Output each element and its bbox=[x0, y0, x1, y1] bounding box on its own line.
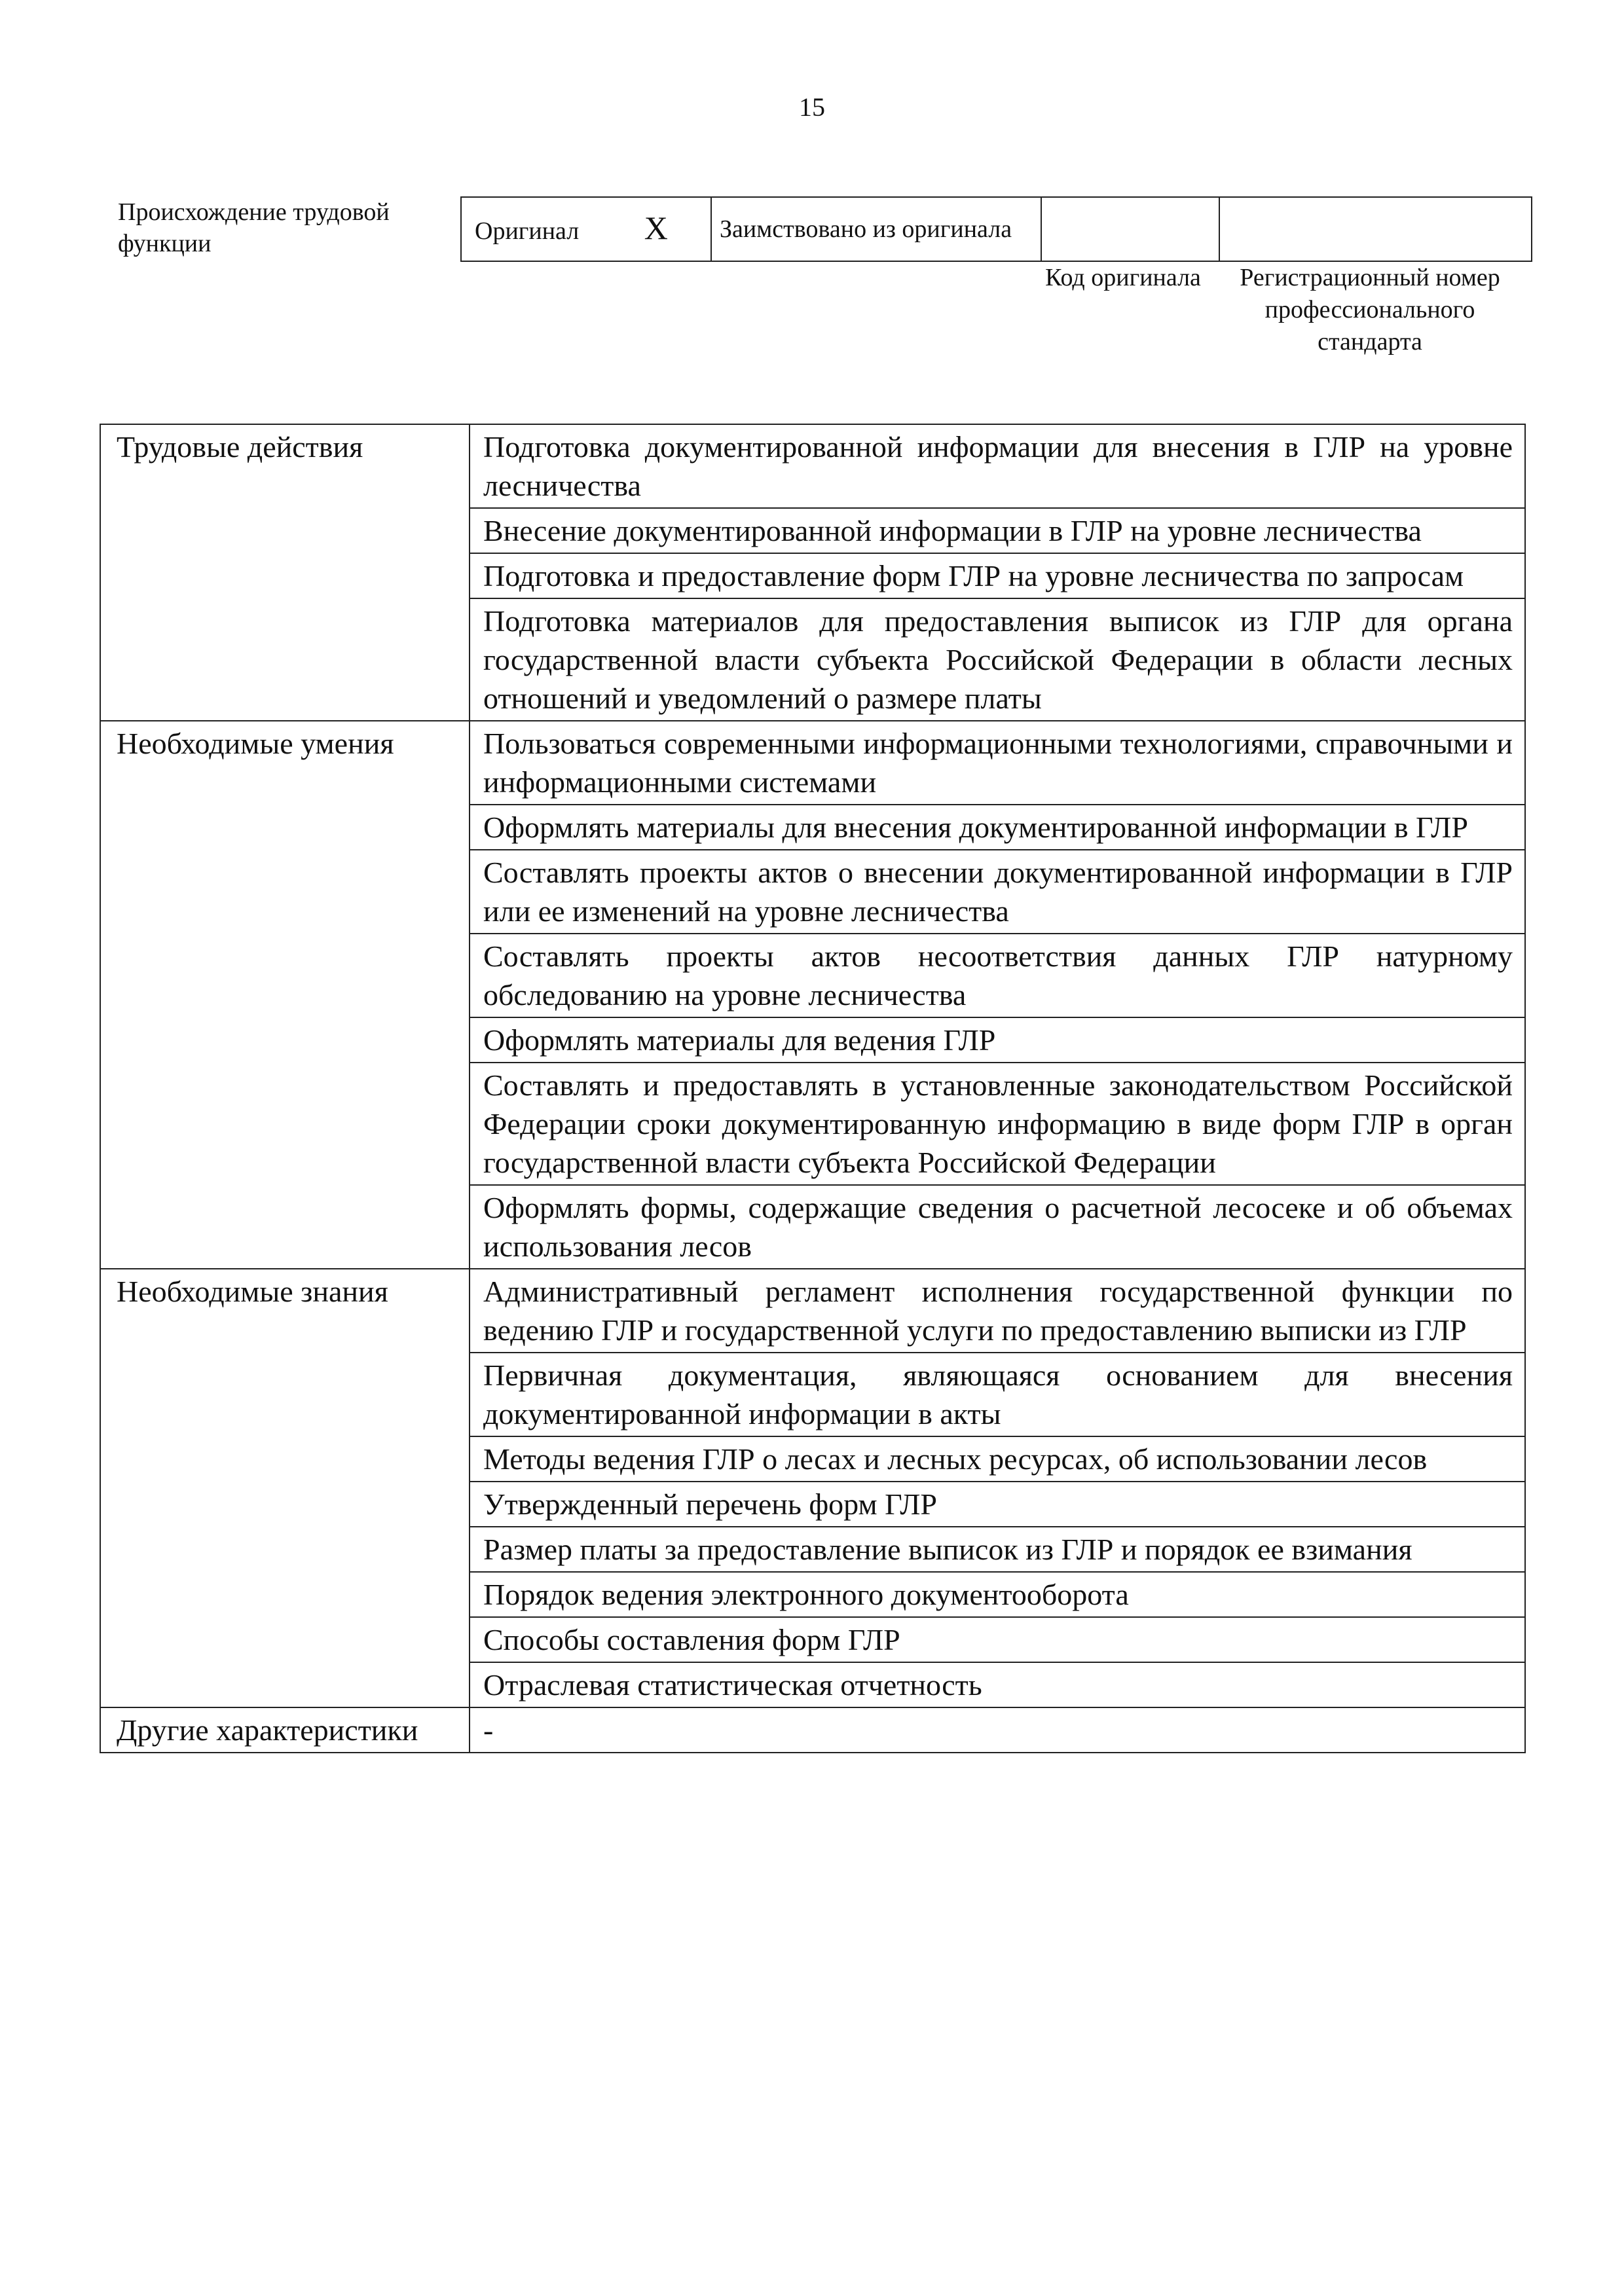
section-item: Подготовка и предоставление форм ГЛР на уровне лесничества по запросам bbox=[470, 553, 1525, 598]
function-table bbox=[100, 424, 1526, 1753]
table-row bbox=[100, 1269, 1525, 1353]
table-row bbox=[100, 424, 1525, 508]
section-title: Другие характеристики bbox=[100, 1707, 470, 1753]
section-item: Подготовка материалов для предоставления выписок из ГЛР для органа государственной власти субъекта Российской Федерации в области лесных отношений и уведомлений о размере платы bbox=[470, 598, 1525, 721]
section-item: Оформлять формы, содержащие сведения о расчетной лесосеке и об объемах использования лесов bbox=[470, 1185, 1525, 1269]
reg-number-cell bbox=[1219, 197, 1532, 261]
section-title: Необходимые умения bbox=[100, 721, 470, 1269]
section-item: Способы составления форм ГЛР bbox=[470, 1617, 1525, 1662]
section-item: Оформлять материалы для внесения документированной информации в ГЛР bbox=[470, 805, 1525, 850]
section-item: Составлять проекты актов несоответствия данных ГЛР натурному обследованию на уровне лесничества bbox=[470, 934, 1525, 1017]
origin-table bbox=[460, 196, 1532, 262]
original-label: Оригинал bbox=[475, 217, 580, 245]
original-cell bbox=[461, 197, 711, 261]
section-item: Порядок ведения электронного документооборота bbox=[470, 1572, 1525, 1617]
section-item: Оформлять материалы для ведения ГЛР bbox=[470, 1017, 1525, 1063]
section-item: Составлять проекты актов о внесении документированной информации в ГЛР или ее изменений на уровне лесничества bbox=[470, 850, 1525, 934]
section-title: Необходимые знания bbox=[100, 1269, 470, 1707]
section-item: Утвержденный перечень форм ГЛР bbox=[470, 1482, 1525, 1527]
section-item: Составлять и предоставлять в установленные законодательством Российской Федерации сроки документированную информацию в виде форм ГЛР в орган государственной власти субъекта Российской Федерации bbox=[470, 1063, 1525, 1185]
page-number: 15 bbox=[799, 92, 825, 122]
section-title: Трудовые действия bbox=[100, 424, 470, 721]
original-mark: X bbox=[644, 209, 668, 246]
function-table-body bbox=[100, 424, 1525, 1753]
table-row bbox=[100, 1707, 1525, 1753]
section-item: Отраслевая статистическая отчетность bbox=[470, 1662, 1525, 1707]
origin-label: Происхождение трудовой функции bbox=[118, 198, 390, 257]
reg-number-caption: Регистрационный номер профессионального стандарта bbox=[1240, 264, 1500, 355]
section-item: Административный регламент исполнения государственной функции по ведению ГЛР и государственной услуги по предоставлению выписки из ГЛР bbox=[470, 1269, 1525, 1353]
borrowed-cell: Заимствовано из оригинала bbox=[711, 197, 1041, 261]
section-item: Первичная документация, являющаяся основанием для внесения документированной информации в акты bbox=[470, 1353, 1525, 1436]
table-row bbox=[100, 721, 1525, 805]
code-cell bbox=[1041, 197, 1219, 261]
section-item: Методы ведения ГЛР о лесах и лесных ресурсах, об использовании лесов bbox=[470, 1436, 1525, 1482]
section-item: Внесение документированной информации в ГЛР на уровне лесничества bbox=[470, 508, 1525, 553]
section-item: Размер платы за предоставление выписок из ГЛР и порядок ее взимания bbox=[470, 1527, 1525, 1572]
section-item: Подготовка документированной информации для внесения в ГЛР на уровне лесничества bbox=[470, 424, 1525, 508]
code-caption: Код оригинала bbox=[1045, 264, 1201, 291]
section-item: Пользоваться современными информационными технологиями, справочными и информационными системами bbox=[470, 721, 1525, 805]
section-item: - bbox=[470, 1707, 1525, 1753]
